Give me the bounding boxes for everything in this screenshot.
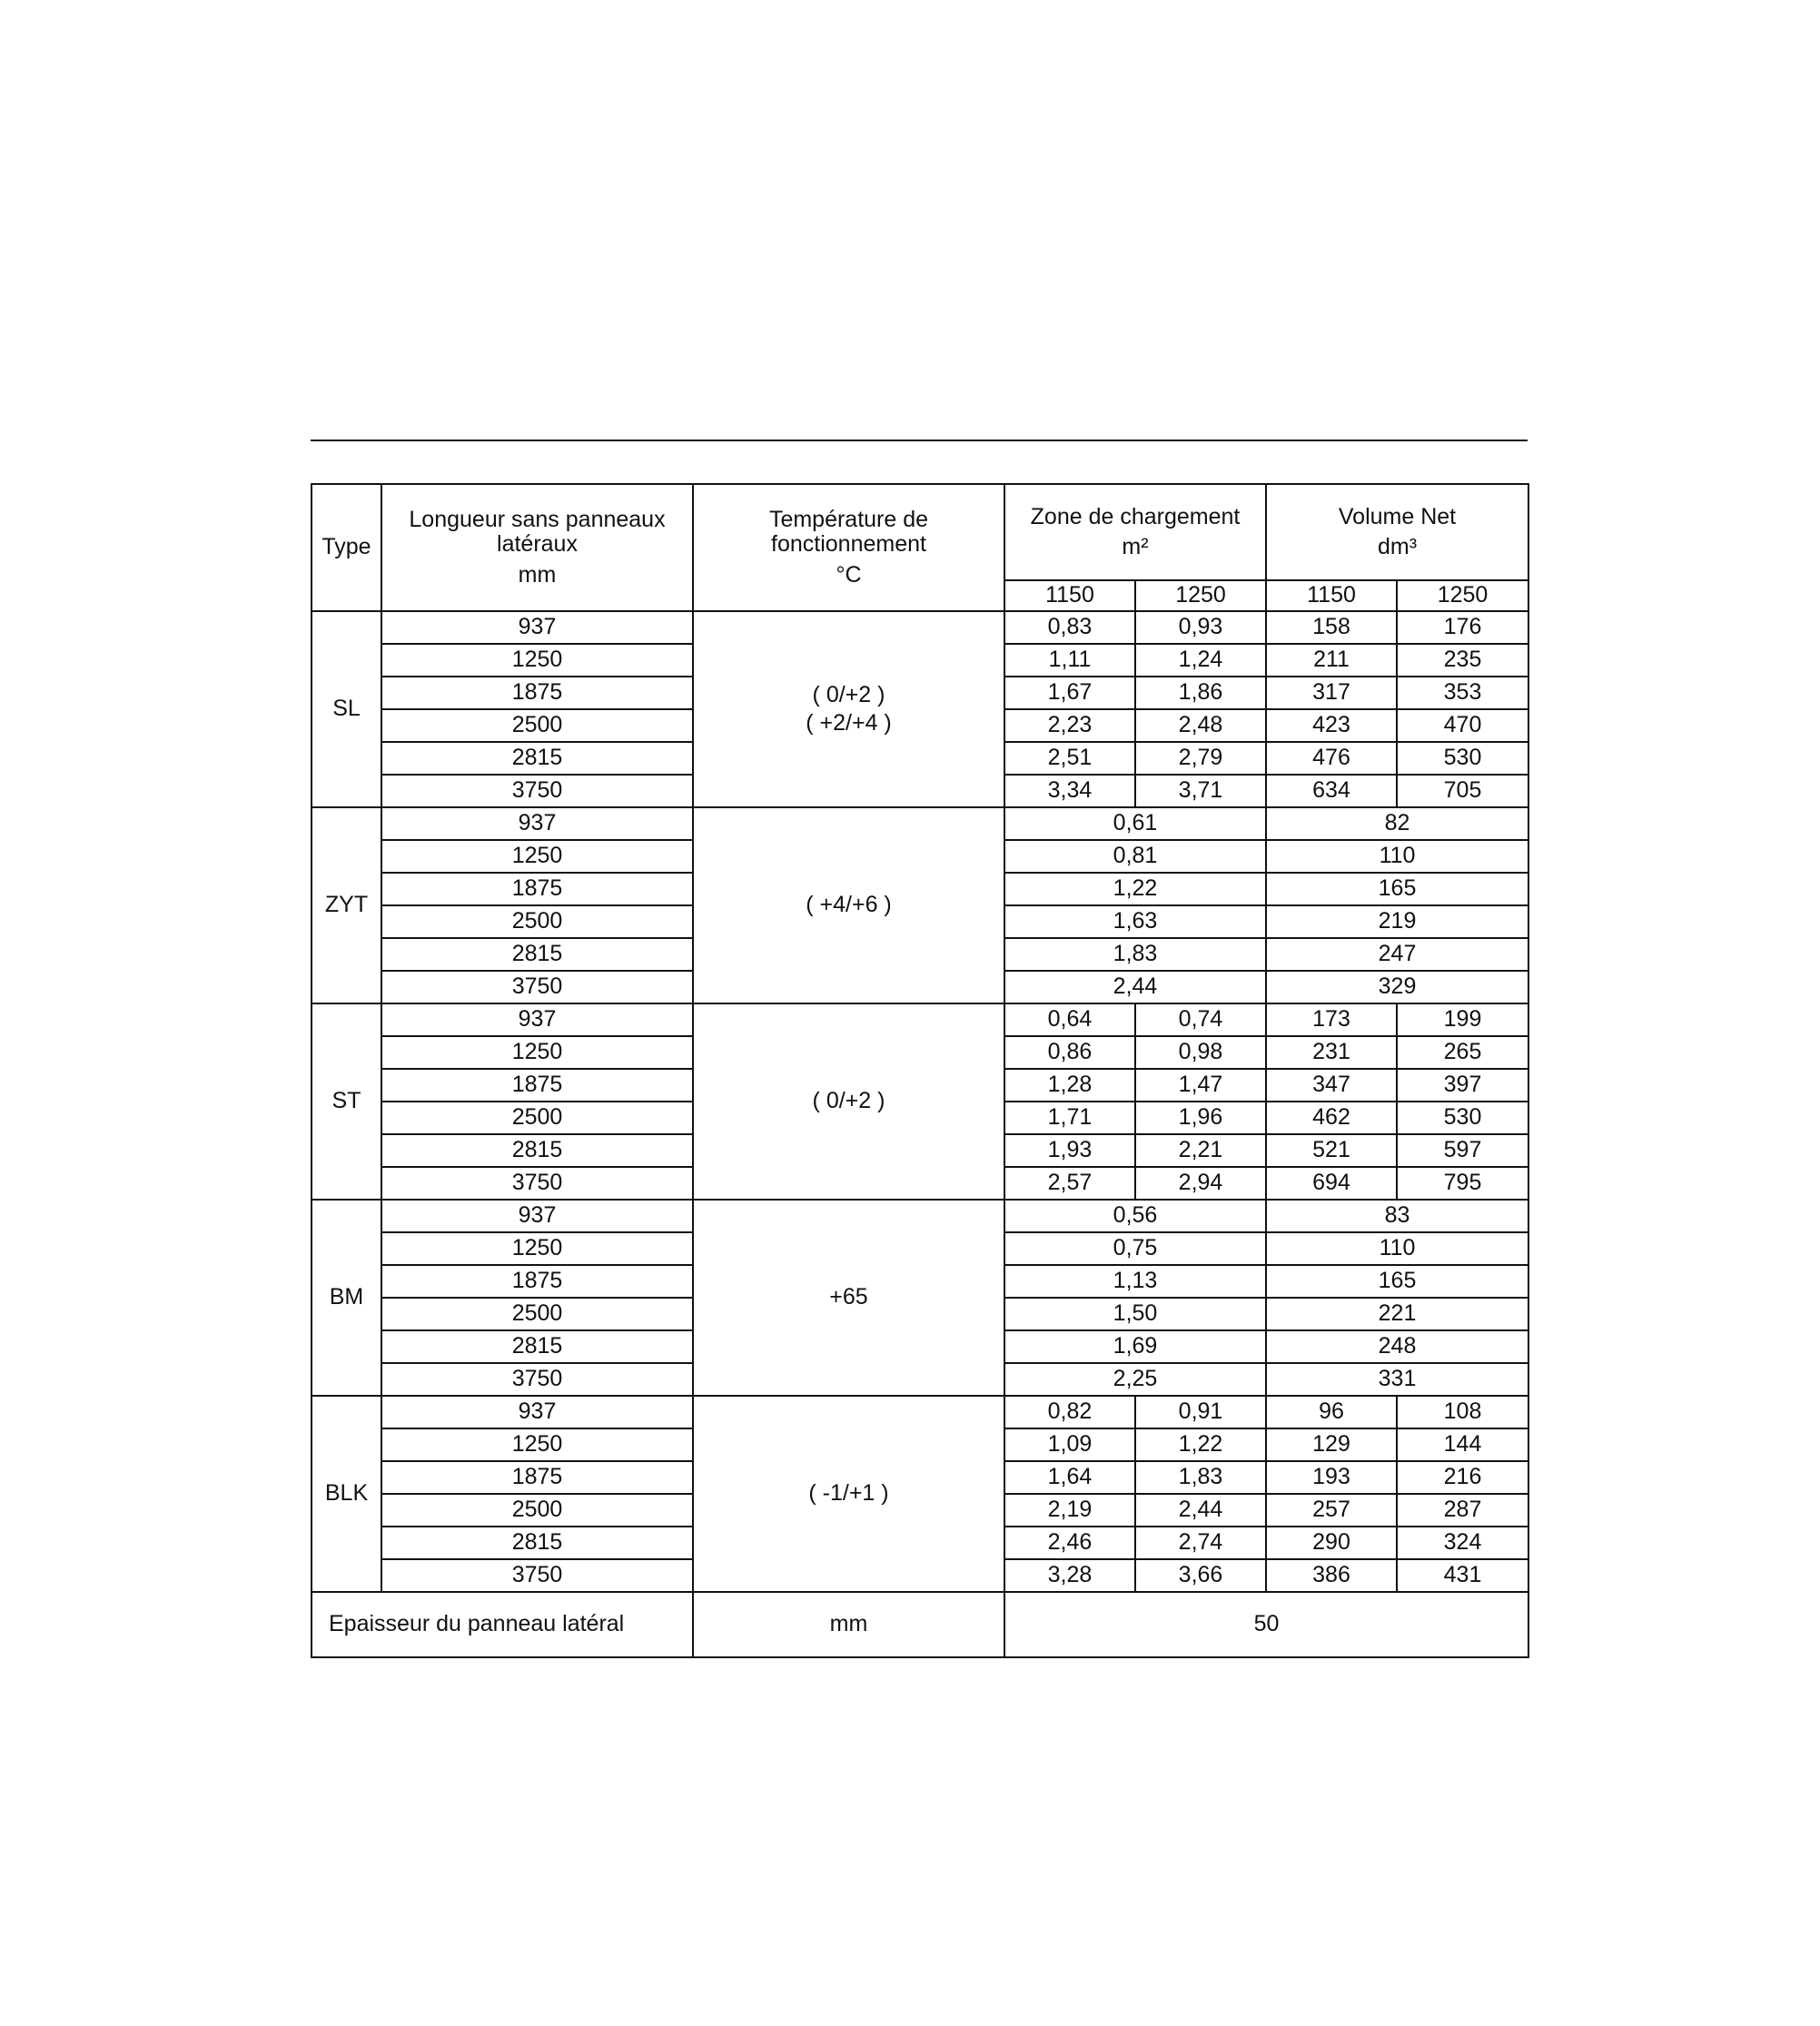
length-cell: 937 [381, 807, 693, 840]
temperature-range: +65 [829, 1284, 868, 1310]
volume-1150-cell: 211 [1266, 644, 1397, 677]
volume-1250-cell: 144 [1397, 1428, 1528, 1461]
zone-1150-cell: 1,11 [1004, 644, 1135, 677]
zone-cell: 0,56 [1004, 1200, 1266, 1232]
volume-1250-cell: 353 [1397, 677, 1528, 709]
volume-1150-cell: 386 [1266, 1559, 1397, 1592]
zone-cell: 1,69 [1004, 1330, 1266, 1363]
volume-cell: 247 [1266, 938, 1528, 971]
volume-1150-cell: 290 [1266, 1527, 1397, 1559]
header-row [312, 484, 1528, 580]
zone-1250-cell: 0,74 [1135, 1003, 1266, 1036]
length-cell: 2500 [381, 1494, 693, 1527]
length-cell: 3750 [381, 1559, 693, 1592]
header-volume-title: Volume Net [1338, 503, 1457, 529]
type-cell: BLK [312, 1396, 381, 1592]
length-cell: 1250 [381, 644, 693, 677]
temperature-range: ( 0/+2 ) [812, 681, 885, 707]
length-cell: 2815 [381, 938, 693, 971]
zone-1250-cell: 2,79 [1135, 742, 1266, 775]
zone-cell: 0,75 [1004, 1232, 1266, 1265]
zone-1150-cell: 1,09 [1004, 1428, 1135, 1461]
zone-cell: 1,50 [1004, 1298, 1266, 1330]
header-length-line1: Longueur sans panneaux [409, 506, 666, 532]
table-body [312, 484, 1528, 1657]
subheader-volume-1250: 1250 [1397, 580, 1528, 611]
temperature-cell [693, 1200, 1004, 1396]
header-type [312, 484, 381, 611]
zone-1150-cell: 2,23 [1004, 709, 1135, 742]
zone-1250-cell: 0,98 [1135, 1036, 1266, 1069]
temperature-cell [693, 807, 1004, 1003]
volume-1150-cell: 158 [1266, 611, 1397, 644]
volume-1250-cell: 216 [1397, 1461, 1528, 1494]
zone-1150-cell: 0,82 [1004, 1396, 1135, 1428]
zone-1250-cell: 1,86 [1135, 677, 1266, 709]
footer-unit: mm [693, 1592, 1004, 1657]
volume-cell: 248 [1266, 1330, 1528, 1363]
zone-cell: 0,61 [1004, 807, 1266, 840]
zone-1250-cell: 3,66 [1135, 1559, 1266, 1592]
header-temp-line1: Température de [768, 506, 929, 532]
zone-1150-cell: 1,64 [1004, 1461, 1135, 1494]
zone-1150-cell: 2,46 [1004, 1527, 1135, 1559]
zone-cell: 2,44 [1004, 971, 1266, 1003]
zone-1250-cell: 1,24 [1135, 644, 1266, 677]
zone-1150-cell: 3,34 [1004, 775, 1135, 807]
type-cell: ZYT [312, 807, 381, 1003]
footer-value: 50 [1004, 1592, 1528, 1657]
volume-cell: 82 [1266, 807, 1528, 840]
volume-cell: 165 [1266, 873, 1528, 905]
header-temp-unit: °C [836, 561, 862, 588]
volume-1150-cell: 317 [1266, 677, 1397, 709]
zone-1150-cell: 2,57 [1004, 1167, 1135, 1200]
length-cell: 937 [381, 611, 693, 644]
volume-1250-cell: 431 [1397, 1559, 1528, 1592]
volume-1250-cell: 795 [1397, 1167, 1528, 1200]
length-cell: 1875 [381, 1069, 693, 1102]
zone-1250-cell: 1,22 [1135, 1428, 1266, 1461]
temperature-range: ( 0/+2 ) [812, 1088, 885, 1114]
length-cell: 937 [381, 1200, 693, 1232]
zone-1150-cell: 1,67 [1004, 677, 1135, 709]
volume-cell: 331 [1266, 1363, 1528, 1396]
header-temperature [693, 484, 1004, 611]
volume-cell: 329 [1266, 971, 1528, 1003]
table-row [312, 611, 1528, 644]
volume-1150-cell: 129 [1266, 1428, 1397, 1461]
header-volume-unit: dm³ [1377, 534, 1418, 559]
volume-cell: 110 [1266, 1232, 1528, 1265]
length-cell: 2500 [381, 1298, 693, 1330]
length-cell: 1875 [381, 677, 693, 709]
header-zone-unit: m² [1122, 534, 1149, 559]
length-cell: 937 [381, 1396, 693, 1428]
table-row [312, 1003, 1528, 1036]
header-length-unit: mm [518, 561, 557, 588]
zone-cell: 0,81 [1004, 840, 1266, 873]
zone-cell: 1,22 [1004, 873, 1266, 905]
header-length-line2: latéraux [497, 531, 578, 558]
length-cell: 2815 [381, 1527, 693, 1559]
length-cell: 1875 [381, 1265, 693, 1298]
zone-1150-cell: 1,93 [1004, 1134, 1135, 1167]
subheader-zone-1150: 1150 [1004, 580, 1135, 611]
type-cell: ST [312, 1003, 381, 1200]
type-cell: SL [312, 611, 381, 807]
subheader-zone-1250: 1250 [1135, 580, 1266, 611]
zone-cell: 1,13 [1004, 1265, 1266, 1298]
zone-1150-cell: 0,64 [1004, 1003, 1135, 1036]
length-cell: 2500 [381, 1102, 693, 1134]
volume-1150-cell: 257 [1266, 1494, 1397, 1527]
volume-1150-cell: 173 [1266, 1003, 1397, 1036]
volume-cell: 165 [1266, 1265, 1528, 1298]
length-cell: 2500 [381, 905, 693, 938]
footer-row [312, 1592, 1528, 1657]
header-length [381, 484, 693, 611]
zone-1150-cell: 0,86 [1004, 1036, 1135, 1069]
zone-1150-cell: 3,28 [1004, 1559, 1135, 1592]
length-cell: 1250 [381, 1232, 693, 1265]
volume-cell: 110 [1266, 840, 1528, 873]
volume-1250-cell: 199 [1397, 1003, 1528, 1036]
zone-1150-cell: 1,28 [1004, 1069, 1135, 1102]
zone-1250-cell: 2,48 [1135, 709, 1266, 742]
zone-1250-cell: 0,91 [1135, 1396, 1266, 1428]
length-cell: 1875 [381, 1461, 693, 1494]
zone-1250-cell: 2,21 [1135, 1134, 1266, 1167]
temperature-cell [693, 1003, 1004, 1200]
zone-cell: 1,83 [1004, 938, 1266, 971]
length-cell: 2815 [381, 1330, 693, 1363]
table-row [312, 1200, 1528, 1232]
zone-1150-cell: 1,71 [1004, 1102, 1135, 1134]
volume-cell: 83 [1266, 1200, 1528, 1232]
header-type-label: Type [321, 534, 371, 560]
temperature-range: ( +2/+4 ) [806, 710, 892, 736]
volume-cell: 219 [1266, 905, 1528, 938]
length-cell: 1250 [381, 1036, 693, 1069]
zone-1250-cell: 2,44 [1135, 1494, 1266, 1527]
zone-1250-cell: 1,96 [1135, 1102, 1266, 1134]
volume-1250-cell: 176 [1397, 611, 1528, 644]
length-cell: 1250 [381, 1428, 693, 1461]
volume-1150-cell: 476 [1266, 742, 1397, 775]
header-volume [1266, 484, 1528, 580]
zone-1250-cell: 0,93 [1135, 611, 1266, 644]
volume-1150-cell: 347 [1266, 1069, 1397, 1102]
length-cell: 2815 [381, 742, 693, 775]
volume-cell: 221 [1266, 1298, 1528, 1330]
volume-1250-cell: 287 [1397, 1494, 1528, 1527]
type-cell: BM [312, 1200, 381, 1396]
volume-1250-cell: 108 [1397, 1396, 1528, 1428]
zone-1150-cell: 2,19 [1004, 1494, 1135, 1527]
temperature-cell [693, 611, 1004, 807]
volume-1150-cell: 462 [1266, 1102, 1397, 1134]
zone-1250-cell: 3,71 [1135, 775, 1266, 807]
volume-1250-cell: 265 [1397, 1036, 1528, 1069]
length-cell: 1875 [381, 873, 693, 905]
zone-1250-cell: 2,74 [1135, 1527, 1266, 1559]
volume-1150-cell: 634 [1266, 775, 1397, 807]
volume-1150-cell: 96 [1266, 1396, 1397, 1428]
zone-1150-cell: 0,83 [1004, 611, 1135, 644]
length-cell: 3750 [381, 1363, 693, 1396]
temperature-range: ( +4/+6 ) [806, 892, 892, 918]
table-row [312, 1396, 1528, 1428]
header-zone [1004, 484, 1266, 580]
volume-1250-cell: 705 [1397, 775, 1528, 807]
header-zone-title: Zone de chargement [1030, 503, 1241, 529]
specifications-table [311, 483, 1529, 1658]
table-row [312, 807, 1528, 840]
length-cell: 2500 [381, 709, 693, 742]
footer-label: Epaisseur du panneau latéral [312, 1592, 693, 1657]
volume-1250-cell: 235 [1397, 644, 1528, 677]
volume-1250-cell: 324 [1397, 1527, 1528, 1559]
temperature-range: ( -1/+1 ) [808, 1480, 889, 1507]
zone-1250-cell: 1,83 [1135, 1461, 1266, 1494]
volume-1250-cell: 530 [1397, 742, 1528, 775]
length-cell: 2815 [381, 1134, 693, 1167]
volume-1150-cell: 231 [1266, 1036, 1397, 1069]
volume-1150-cell: 193 [1266, 1461, 1397, 1494]
zone-1250-cell: 1,47 [1135, 1069, 1266, 1102]
volume-1150-cell: 521 [1266, 1134, 1397, 1167]
header-temp-line2: fonctionnement [771, 531, 926, 558]
volume-1250-cell: 397 [1397, 1069, 1528, 1102]
volume-1250-cell: 530 [1397, 1102, 1528, 1134]
subheader-volume-1150: 1150 [1266, 580, 1397, 611]
length-cell: 3750 [381, 1167, 693, 1200]
volume-1150-cell: 423 [1266, 709, 1397, 742]
length-cell: 3750 [381, 775, 693, 807]
zone-1150-cell: 2,51 [1004, 742, 1135, 775]
volume-1250-cell: 597 [1397, 1134, 1528, 1167]
zone-cell: 1,63 [1004, 905, 1266, 938]
length-cell: 937 [381, 1003, 693, 1036]
top-rule [311, 440, 1528, 441]
volume-1150-cell: 694 [1266, 1167, 1397, 1200]
temperature-cell [693, 1396, 1004, 1592]
length-cell: 3750 [381, 971, 693, 1003]
zone-cell: 2,25 [1004, 1363, 1266, 1396]
volume-1250-cell: 470 [1397, 709, 1528, 742]
length-cell: 1250 [381, 840, 693, 873]
zone-1250-cell: 2,94 [1135, 1167, 1266, 1200]
